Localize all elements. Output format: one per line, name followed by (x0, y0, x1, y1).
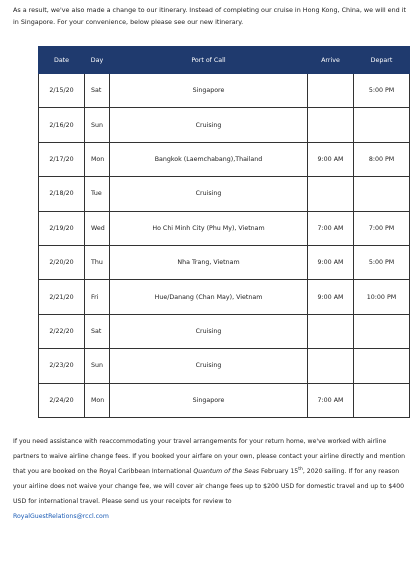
cell-depart (354, 383, 410, 417)
cell-depart: 7:00 PM (354, 211, 410, 245)
cell-port: Cruising (110, 177, 308, 211)
ship-name: Quantum of the Seas (193, 468, 259, 475)
cell-day: Sun (85, 349, 110, 383)
cell-arrive: 7:00 AM (308, 211, 354, 245)
cell-port: Cruising (110, 349, 308, 383)
cell-arrive: 9:00 AM (308, 142, 354, 176)
outro-text-3: , 2020 sailing. If for any reason your airline does not waive your change fee, we will cover air change fees up to $200 USD for domestic travel and up to $400 USD for international travel. Please send us your receipts for review to (13, 468, 405, 505)
cell-depart (354, 177, 410, 211)
table-row (39, 245, 410, 279)
cell-date: 2/15/20 (39, 74, 85, 108)
cell-arrive (308, 349, 354, 383)
outro-text-1: If you need assistance with reaccommodating your travel arrangements for your return home, we've worked with airline partners to waive airline change fees. If you booked your airfare on your own, please contact your airline directly and mention that you are booked on the Royal Caribbean International (13, 438, 406, 475)
cell-depart: 5:00 PM (354, 245, 410, 279)
cell-port: Nha Trang, Vietnam (110, 245, 308, 279)
cell-date: 2/22/20 (39, 314, 85, 348)
intro-paragraph: As a result, we've also made a change to our itinerary. Instead of completing our cruise in Hong Kong, China, we will end it in Singapore. For your convenience, below please see our new itinerary. (13, 6, 407, 26)
itinerary-header-row (39, 47, 410, 74)
cell-day: Wed (85, 211, 110, 245)
header-arrive: Arrive (308, 47, 354, 74)
cell-date: 2/17/20 (39, 142, 85, 176)
outro-text-2: February 15 (258, 468, 299, 475)
cell-port: Singapore (110, 74, 308, 108)
cell-port: Ho Chi Minh City (Phu My), Vietnam (110, 211, 308, 245)
table-row (39, 142, 410, 176)
cell-arrive: 7:00 AM (308, 383, 354, 417)
cell-date: 2/18/20 (39, 177, 85, 211)
cell-day: Sat (85, 74, 110, 108)
cell-arrive: 9:00 AM (308, 280, 354, 314)
cell-port: Hue/Danang (Chan May), Vietnam (110, 280, 308, 314)
cell-port: Bangkok (Laemchabang),Thailand (110, 142, 308, 176)
table-row (39, 349, 410, 383)
cell-day: Fri (85, 280, 110, 314)
cell-arrive (308, 177, 354, 211)
cell-depart: 5:00 PM (354, 74, 410, 108)
email-link[interactable]: RoyalGuestRelations@rccl.com (13, 513, 109, 520)
cell-day: Tue (85, 177, 110, 211)
table-row (39, 314, 410, 348)
cell-depart (354, 108, 410, 142)
cell-port: Cruising (110, 108, 308, 142)
header-day: Day (85, 47, 110, 74)
table-row (39, 177, 410, 211)
cell-date: 2/21/20 (39, 280, 85, 314)
cell-port: Cruising (110, 314, 308, 348)
table-row (39, 280, 410, 314)
cell-depart: 10:00 PM (354, 280, 410, 314)
cell-date: 2/19/20 (39, 211, 85, 245)
cell-day: Mon (85, 383, 110, 417)
cell-port: Singapore (110, 383, 308, 417)
header-date: Date (39, 47, 85, 74)
itinerary-table (38, 46, 410, 418)
header-port: Port of Call (110, 47, 308, 74)
cell-day: Sat (85, 314, 110, 348)
ordinal-suffix: th (298, 466, 303, 472)
cell-date: 2/16/20 (39, 108, 85, 142)
table-row (39, 211, 410, 245)
cell-date: 2/20/20 (39, 245, 85, 279)
table-row (39, 383, 410, 417)
table-row (39, 74, 410, 108)
cell-arrive (308, 314, 354, 348)
cell-arrive: 9:00 AM (308, 245, 354, 279)
cell-depart (354, 349, 410, 383)
outro-paragraph (13, 434, 409, 524)
cell-arrive (308, 108, 354, 142)
header-depart: Depart (354, 47, 410, 74)
cell-arrive (308, 74, 354, 108)
cell-day: Thu (85, 245, 110, 279)
cell-depart: 8:00 PM (354, 142, 410, 176)
cell-day: Sun (85, 108, 110, 142)
cell-day: Mon (85, 142, 110, 176)
cell-date: 2/24/20 (39, 383, 85, 417)
cell-depart (354, 314, 410, 348)
table-row (39, 108, 410, 142)
cell-date: 2/23/20 (39, 349, 85, 383)
